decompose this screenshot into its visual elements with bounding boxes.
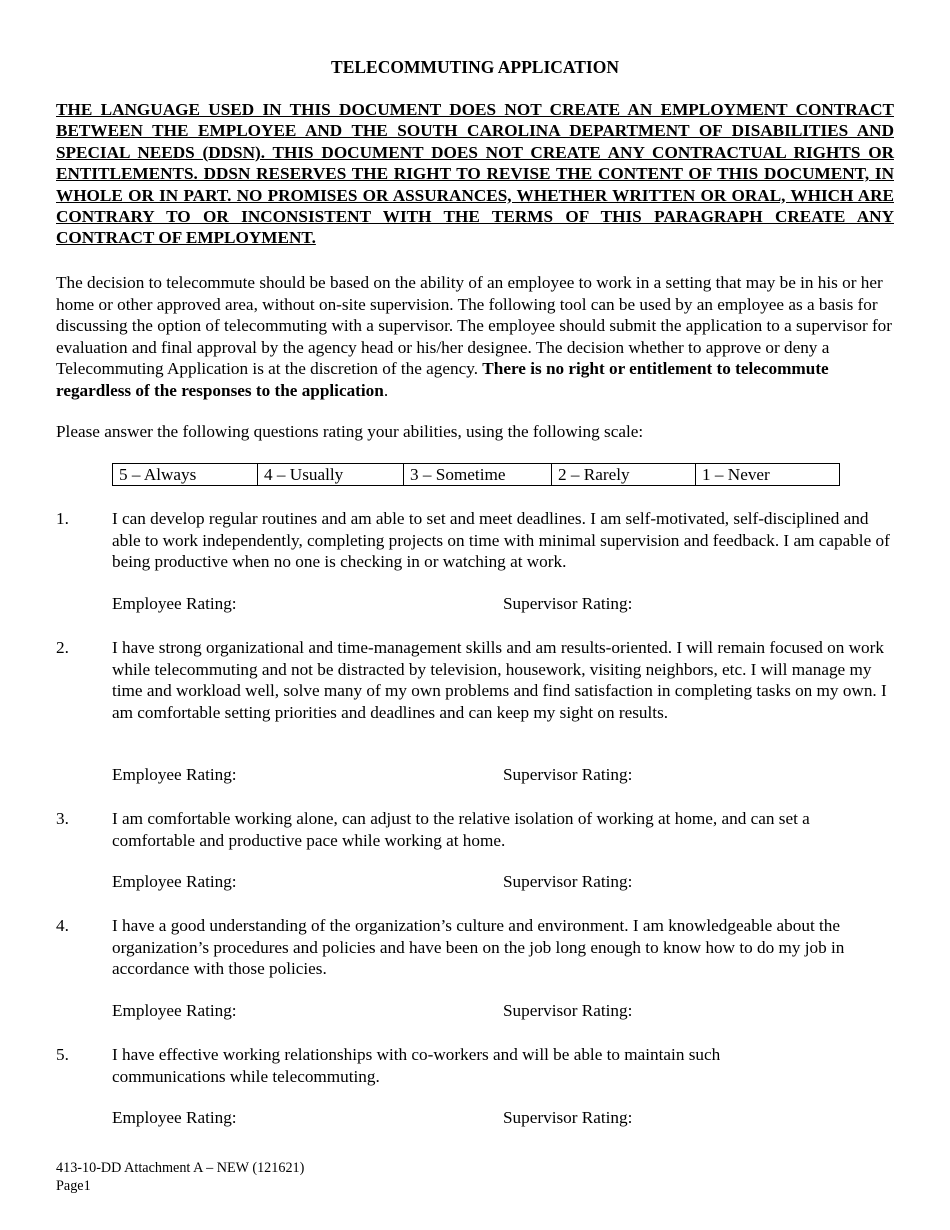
question-1-number: 1. <box>56 509 69 528</box>
rating-scale-table <box>112 463 840 486</box>
question-4-text: I have a good understanding of the organization’s culture and environment. I am knowledgeable about the organization’s procedures and policies and have been on the job long enough to know how to do my job in accordance with those policies. <box>112 916 845 978</box>
question-2-supervisor-rating: Supervisor Rating: <box>503 765 633 784</box>
intro-text: The decision to telecommute should be based on the ability of an employee to work in a setting that may be in his or her home or other approved area, without on-site supervision. The following tool can be used by an employee as a basis for discussing the option of telecommuting with a supervisor. The employee should submit the application to a supervisor for evaluation and final approval by the agency head or his/her designee. The decision whether to approve or deny a Telecommuting Application is at the discretion of the agency. <box>56 273 893 379</box>
intro-paragraph <box>56 272 894 402</box>
footer-page-number: Page1 <box>56 1177 91 1194</box>
question-5-number: 5. <box>56 1045 69 1064</box>
question-2-text: I have strong organizational and time-management skills and am results-oriented. I will remain focused on work while telecommuting and not be distracted by television, housework, visiting neighbors, etc. I will manage my time and workload well, solve many of my own problems and find satisfaction in completing tasks on my own. I am comfortable setting priorities and deadlines and can keep my sight on results. <box>112 638 887 722</box>
question-4-employee-rating: Employee Rating: <box>112 1001 237 1020</box>
scale-cell-rarely: 2 – Rarely <box>552 464 696 486</box>
page-footer <box>56 1160 304 1195</box>
scale-cell-never: 1 – Never <box>696 464 840 486</box>
rating-scale-row <box>113 464 840 486</box>
question-3-text: I am comfortable working alone, can adjust to the relative isolation of working at home, and can set a comfortable and productive pace while working at home. <box>112 809 810 850</box>
question-4-number: 4. <box>56 916 69 935</box>
question-3-employee-rating: Employee Rating: <box>112 872 237 891</box>
scale-cell-always: 5 – Always <box>113 464 258 486</box>
question-1-text: I can develop regular routines and am able to set and meet deadlines. I am self-motivated, self-disciplined and able to work independently, completing projects on time with minimal supervision and feedback. I am capable of being productive when no one is checking in or watching at work. <box>112 509 890 571</box>
question-2-number: 2. <box>56 638 69 657</box>
question-1-supervisor-rating: Supervisor Rating: <box>503 594 633 613</box>
question-3-number: 3. <box>56 809 69 828</box>
question-5-supervisor-rating: Supervisor Rating: <box>503 1108 633 1127</box>
question-3-supervisor-rating: Supervisor Rating: <box>503 872 633 891</box>
rating-instructions: Please answer the following questions rating your abilities, using the following scale: <box>56 422 644 441</box>
question-2-employee-rating: Employee Rating: <box>112 765 237 784</box>
footer-form-id: 413-10-DD Attachment A – NEW (121621) <box>56 1160 305 1176</box>
question-5-employee-rating: Employee Rating: <box>112 1108 237 1127</box>
disclaimer-paragraph: THE LANGUAGE USED IN THIS DOCUMENT DOES NOT CREATE AN EMPLOYMENT CONTRACT BETWEEN THE EMPLOYEE AND THE SOUTH CAROLINA DEPARTMENT OF DISABILITIES AND SPECIAL NEEDS (DDSN). THIS DOCUMENT DOES NOT CREATE ANY CONTRACTUAL RIGHTS OR ENTITLEMENTS. DDSN RESERVES THE RIGHT TO REVISE THE CONTENT OF THIS DOCUMENT, IN WHOLE OR IN PART. NO PROMISES OR ASSURANCES, WHETHER WRITTEN OR ORAL, WHICH ARE CONTRARY TO OR INCONSISTENT WITH THE TERMS OF THIS PARAGRAPH CREATE ANY CONTRACT OF EMPLOYMENT. <box>56 100 894 248</box>
intro-bold-statement: There is no right or entitlement to telecommute regardless of the responses to the application <box>56 359 829 400</box>
question-5-text: I have effective working relationships with co-workers and will be able to maintain such communications while telecommuting. <box>112 1045 721 1086</box>
question-4-supervisor-rating: Supervisor Rating: <box>503 1001 633 1020</box>
page-title: TELECOMMUTING APPLICATION <box>331 57 619 77</box>
intro-end: . <box>383 380 389 400</box>
scale-cell-sometime: 3 – Sometime <box>404 464 552 486</box>
scale-cell-usually: 4 – Usually <box>258 464 404 486</box>
question-1-employee-rating: Employee Rating: <box>112 594 237 613</box>
